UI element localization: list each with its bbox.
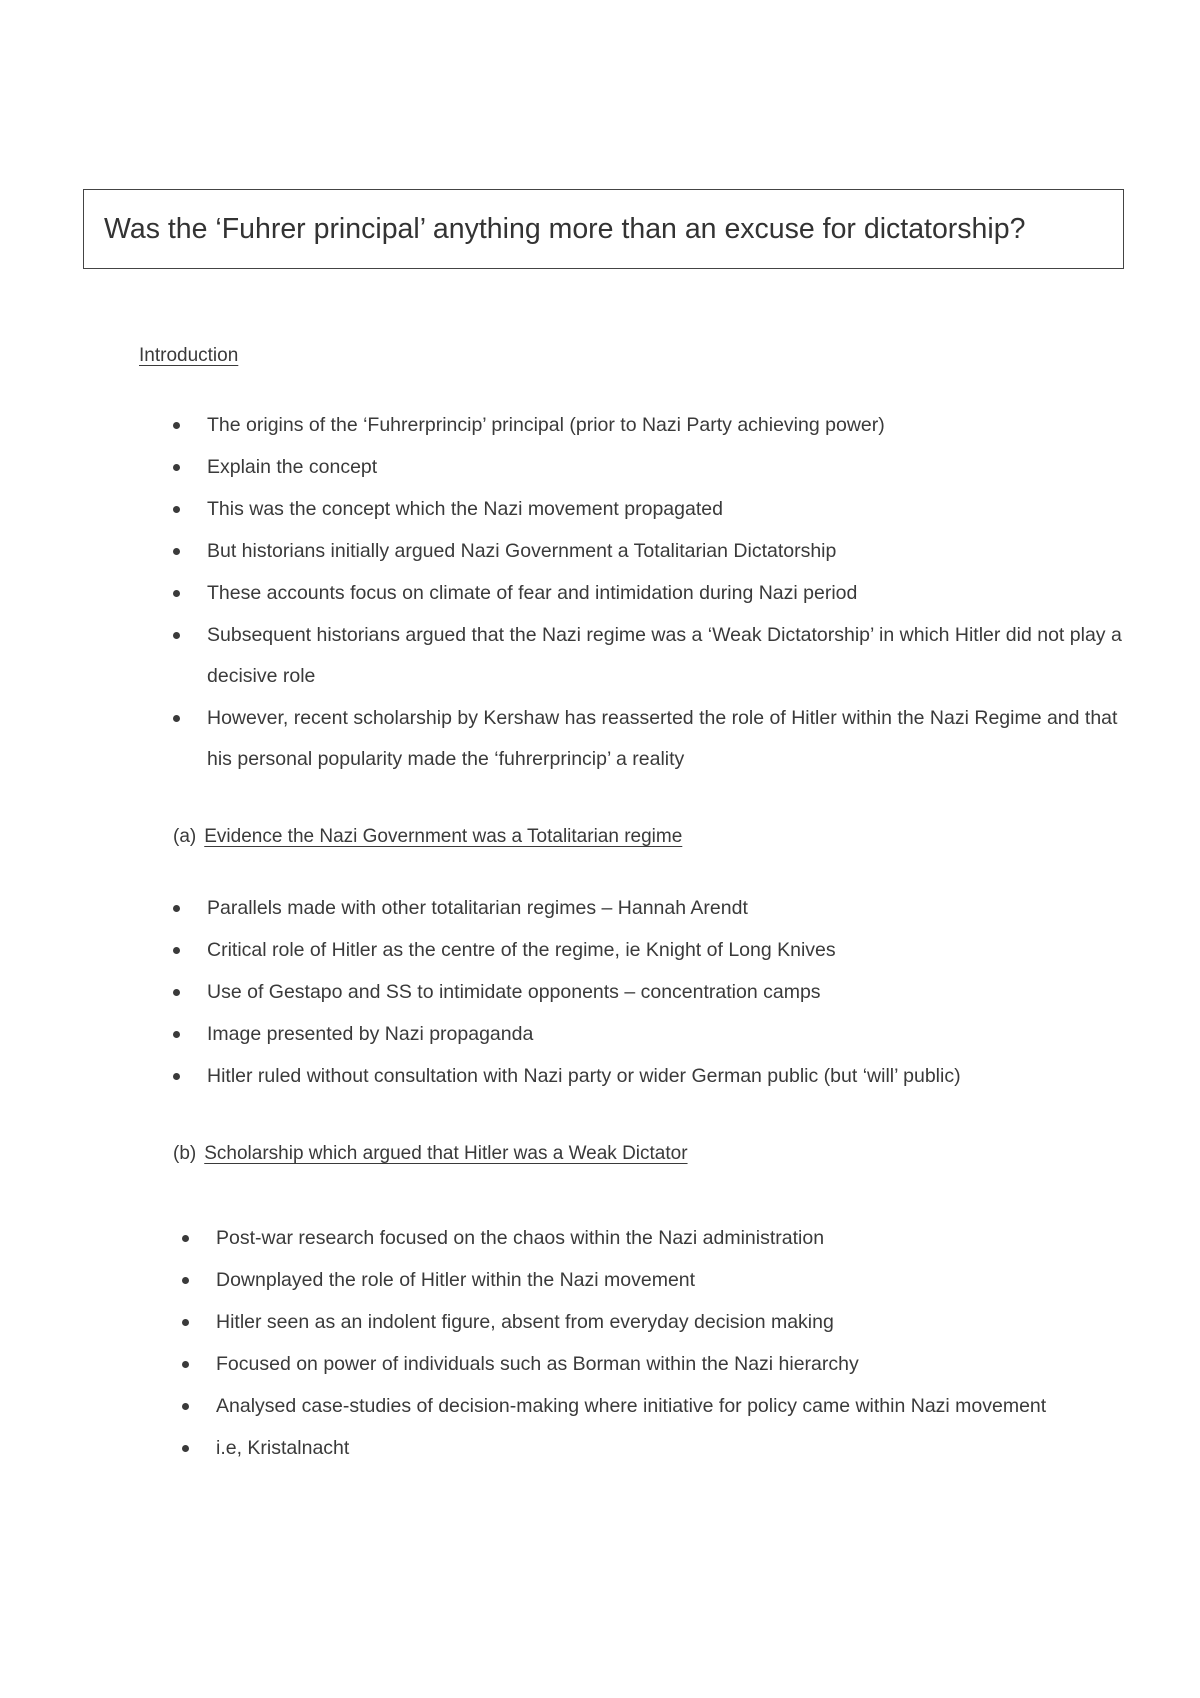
list-item [173,447,1123,488]
section-b-heading [173,1143,688,1165]
section-a-list [173,888,1123,1098]
bullet-icon [173,632,180,639]
list-item-text: Hitler seen as an indolent figure, absent from everyday decision making [216,1311,834,1333]
list-item-text: However, recent scholarship by Kershaw has reasserted the role of Hitler within the Nazi Regime and that his personal popularity made the ‘fuhrerprincip’ a reality [207,707,1118,770]
list-item [182,1386,1122,1427]
list-item [173,489,1123,530]
list-item-text: But historians initially argued Nazi Government a Totalitarian Dictatorship [207,540,837,562]
list-item-text: Image presented by Nazi propaganda [207,1023,534,1045]
bullet-icon [173,548,180,555]
list-item [182,1302,1122,1343]
list-item-text: Explain the concept [207,456,378,478]
list-item [173,972,1123,1013]
bullet-icon [173,506,180,513]
bullet-icon [173,590,180,597]
list-item-text: Hitler ruled without consultation with Nazi party or wider German public (but ‘will’ public) [207,1065,961,1087]
list-item-text: i.e, Kristalnacht [216,1437,350,1459]
section-b-list [182,1218,1122,1470]
list-item [173,888,1123,929]
section-a-heading-text: Evidence the Nazi Government was a Totalitarian regime [204,826,683,847]
bullet-icon [173,947,180,954]
bullet-icon [182,1235,189,1242]
list-item [173,615,1123,697]
list-item [173,1056,1123,1097]
list-item-text: These accounts focus on climate of fear and intimidation during Nazi period [207,582,858,604]
list-item [173,405,1123,446]
list-item [173,1014,1123,1055]
bullet-icon [182,1277,189,1284]
list-item-text: Subsequent historians argued that the Nazi regime was a ‘Weak Dictatorship’ in which Hitler did not play a decisive role [207,624,1122,687]
list-item [173,573,1123,614]
list-item [182,1344,1122,1385]
list-item-text: Parallels made with other totalitarian regimes – Hannah Arendt [207,897,748,919]
section-b-marker: (b) [173,1143,197,1164]
bullet-icon [182,1319,189,1326]
list-item [182,1428,1122,1469]
bullet-icon [173,464,180,471]
bullet-icon [182,1403,189,1410]
list-item-text: Critical role of Hitler as the centre of the regime, ie Knight of Long Knives [207,939,836,961]
bullet-icon [173,1073,180,1080]
bullet-icon [182,1445,189,1452]
list-item-text: Downplayed the role of Hitler within the Nazi movement [216,1269,696,1291]
document-title: Was the ‘Fuhrer principal’ anything more than an excuse for dictatorship? [104,212,1026,245]
list-item [173,930,1123,971]
section-a-marker: (a) [173,826,197,847]
bullet-icon [173,422,180,429]
bullet-icon [173,715,180,722]
bullet-icon [182,1361,189,1368]
list-item-text: Focused on power of individuals such as Borman within the Nazi hierarchy [216,1353,859,1375]
section-a-heading [173,826,682,848]
introduction-list [173,405,1123,781]
section-b-heading-text: Scholarship which argued that Hitler was a Weak Dictator [204,1143,688,1164]
introduction-heading [139,345,238,367]
list-item-text: This was the concept which the Nazi movement propagated [207,498,723,520]
title-box [83,189,1124,269]
bullet-icon [173,1031,180,1038]
list-item-text: Post-war research focused on the chaos within the Nazi administration [216,1227,825,1249]
list-item [173,698,1123,780]
list-item [173,531,1123,572]
list-item [182,1260,1122,1301]
list-item-text: The origins of the ‘Fuhrerprincip’ principal (prior to Nazi Party achieving power) [207,414,885,436]
list-item-text: Use of Gestapo and SS to intimidate opponents – concentration camps [207,981,821,1003]
introduction-heading-text: Introduction [139,345,239,366]
bullet-icon [173,989,180,996]
list-item-text: Analysed case-studies of decision-making where initiative for policy came within Nazi movement [216,1395,1047,1417]
bullet-icon [173,905,180,912]
list-item [182,1218,1122,1259]
